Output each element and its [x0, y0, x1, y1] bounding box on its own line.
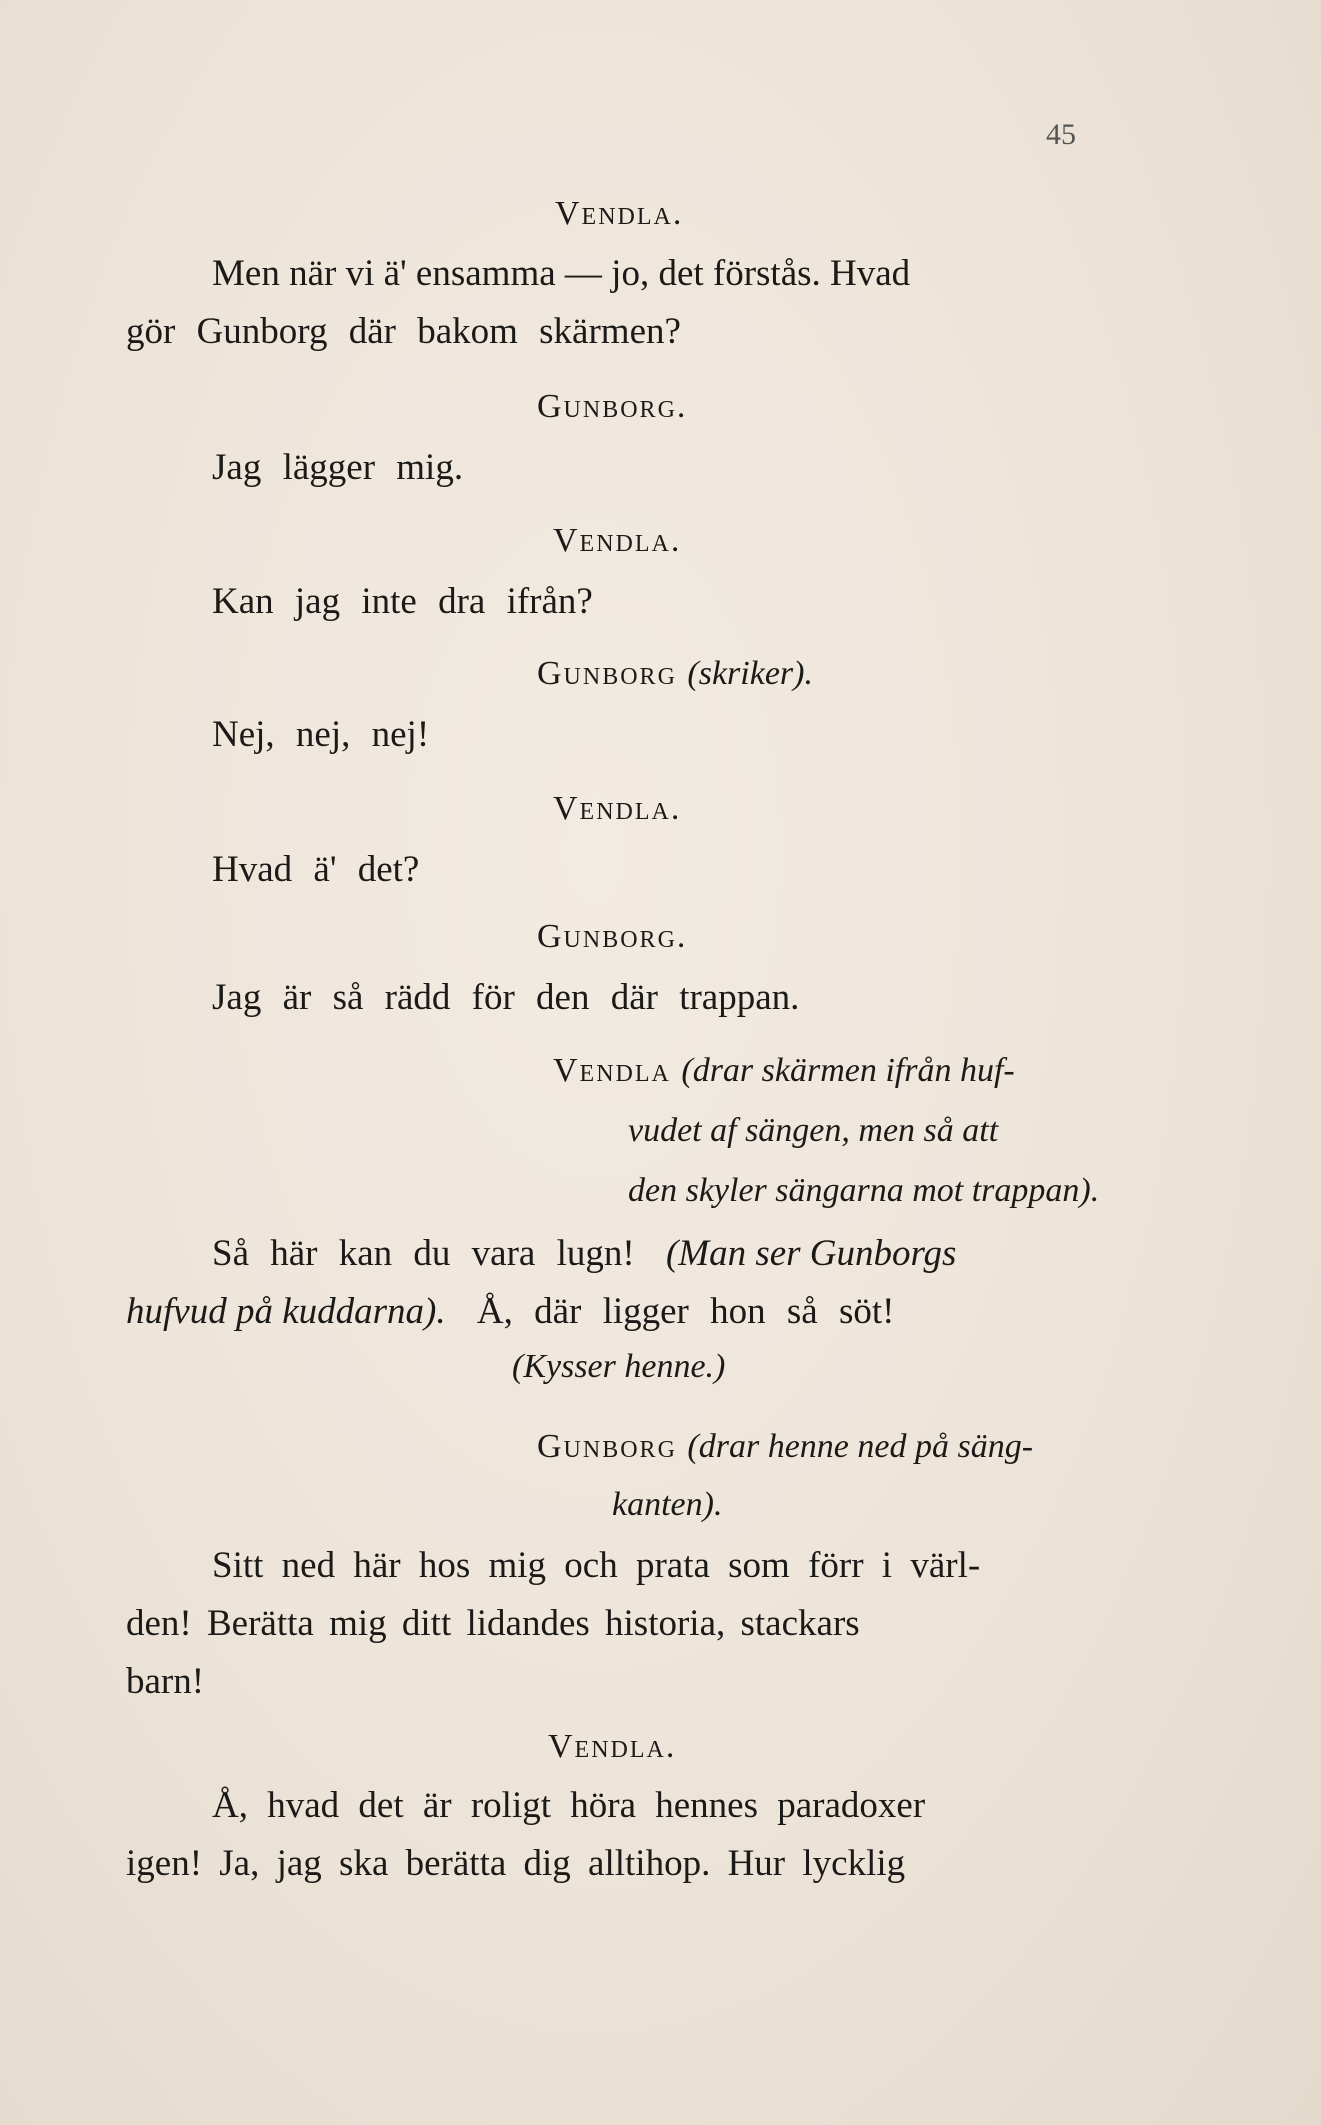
stage-direction: (Kysser henne.) — [512, 1348, 726, 1385]
speaker-name: Vendla. — [548, 1728, 677, 1765]
dialogue-line: igen! Ja, jag ska berätta dig alltihop. Hur lycklig — [126, 1843, 906, 1884]
speaker-name: Vendla — [553, 1052, 671, 1089]
stage-direction: hufvud på kuddarna). — [126, 1291, 446, 1332]
dialogue-line: Jag är så rädd för den där trappan. — [212, 977, 800, 1018]
speaker-name: Gunborg — [537, 655, 677, 692]
speaker-name: Vendla. — [555, 195, 684, 232]
dialogue-line — [126, 1290, 894, 1333]
speaker-header — [553, 1052, 1015, 1090]
dialogue-line: Hvad ä' det? — [212, 849, 420, 890]
page-number: 45 — [1046, 118, 1076, 151]
stage-direction: (skriker). — [687, 655, 813, 692]
stage-direction: (drar henne ned på säng- — [687, 1428, 1034, 1465]
dialogue-line: Jag lägger mig. — [212, 447, 464, 488]
speaker-name: Gunborg — [537, 1428, 677, 1465]
stage-direction: kanten). — [612, 1486, 723, 1523]
speaker-name: Gunborg. — [537, 918, 688, 955]
speaker-header — [537, 1428, 1033, 1466]
speaker-name: Gunborg. — [537, 388, 688, 425]
dialogue-line: den! Berätta mig ditt lidandes historia, stackars — [126, 1603, 860, 1644]
speaker-name: Vendla. — [553, 790, 682, 827]
dialogue-line: Å, hvad det är roligt höra hennes paradoxer — [212, 1785, 926, 1826]
dialogue-line — [212, 1232, 956, 1275]
stage-direction: den skyler sängarna mot trappan). — [628, 1172, 1100, 1209]
dialogue-line: Sitt ned här hos mig och prata som förr i värl- — [212, 1545, 981, 1586]
dialogue-line: Nej, nej, nej! — [212, 714, 430, 755]
speaker-name: Vendla. — [553, 522, 682, 559]
stage-direction: vudet af sängen, men så att — [628, 1112, 999, 1149]
dialogue-text: Å, där ligger hon så söt! — [476, 1291, 895, 1332]
speaker-header — [537, 655, 813, 693]
dialogue-line: gör Gunborg där bakom skärmen? — [126, 311, 681, 352]
dialogue-line: barn! — [126, 1661, 205, 1702]
stage-direction: (Man ser Gunborgs — [665, 1233, 957, 1274]
stage-direction: (drar skärmen ifrån huf- — [681, 1052, 1015, 1089]
dialogue-line: Kan jag inte dra ifrån? — [212, 581, 593, 622]
dialogue-text: Så här kan du vara lugn! — [212, 1233, 635, 1274]
dialogue-line: Men när vi ä' ensamma — jo, det förstås. Hvad — [212, 253, 911, 294]
